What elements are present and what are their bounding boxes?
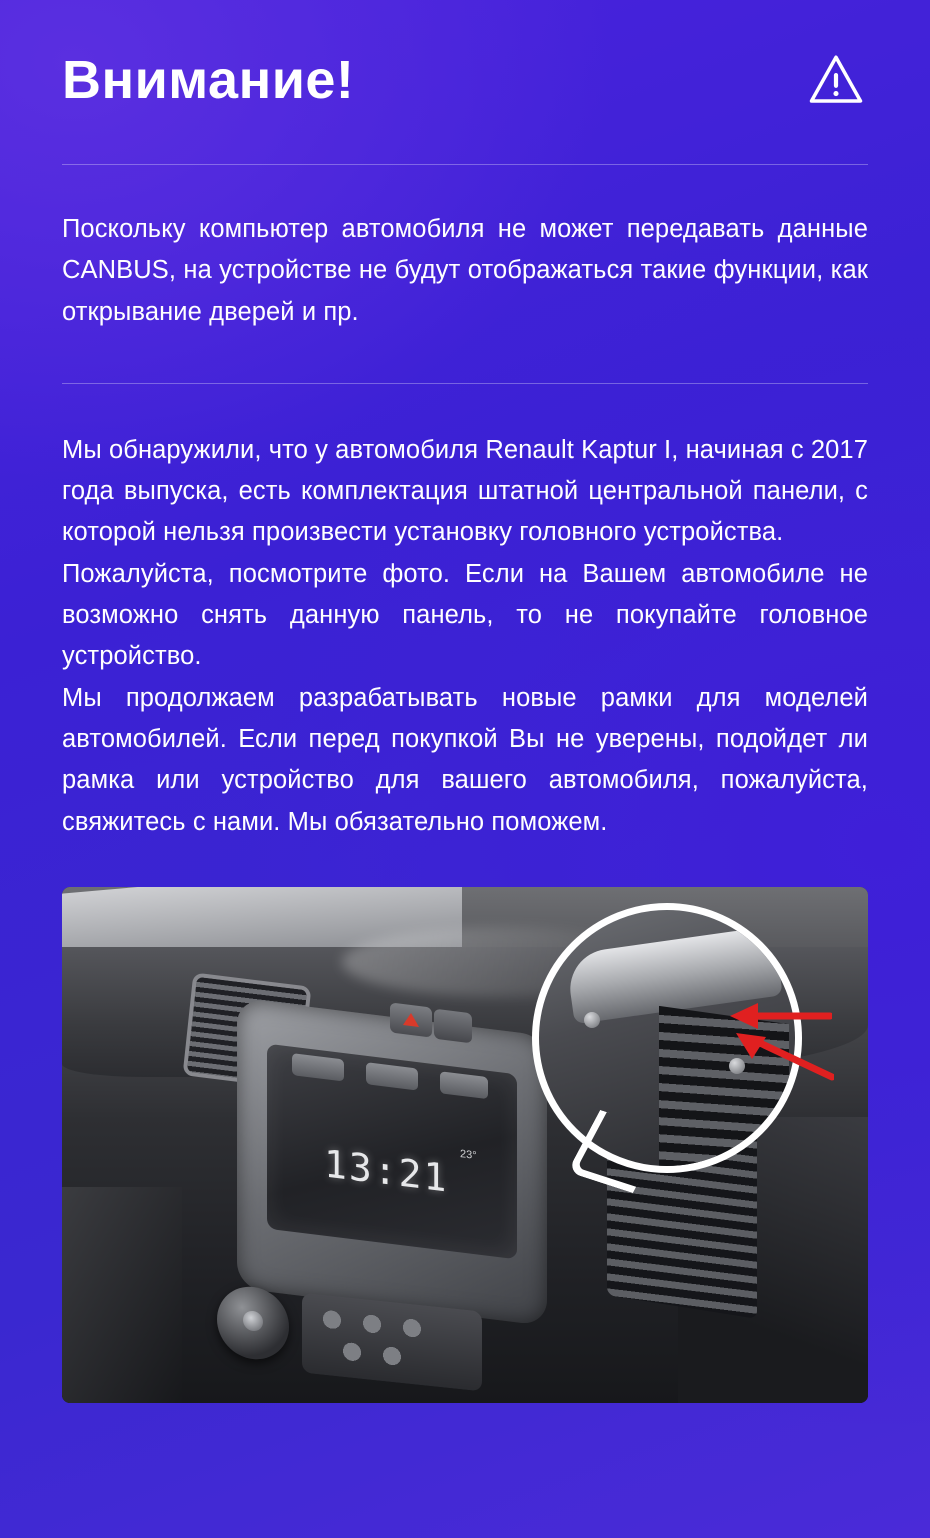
panel-screw-icon <box>584 1012 600 1028</box>
head-unit-temperature: 23° <box>460 1147 477 1162</box>
compatibility-details <box>62 384 868 843</box>
details-paragraph-2: Пожалуйста, посмотрите фото. Если на Вашем автомобиле не возможно снять данную панель, то не покупайте головное устройство. <box>62 559 868 671</box>
hazard-light-button <box>390 1002 432 1037</box>
warning-triangle-icon <box>808 52 868 108</box>
head-unit-button <box>440 1071 488 1099</box>
canbus-notice <box>62 165 868 333</box>
dashboard-photo-content <box>62 887 868 1403</box>
page-title: Внимание! <box>62 49 355 110</box>
head-unit-clock: 13:21 <box>324 1141 449 1201</box>
banner-header <box>62 0 868 108</box>
details-paragraph-1: Мы обнаружили, что у автомобиля Renault Kaptur I, начиная с 2017 года выпуска, есть комплектация штатной центральной панели, с которой нельзя произвести установку головного устройства. <box>62 435 868 547</box>
dashboard-photo <box>62 887 868 1403</box>
canbus-notice-text: Поскольку компьютер автомобиля не может передавать данные CANBUS, на устройстве не будут отображаться такие функции, как открывание дверей и пр. <box>62 215 868 326</box>
door-panel <box>62 1187 182 1403</box>
door-lock-button <box>434 1009 472 1044</box>
details-paragraph-3: Мы продолжаем разрабатывать новые рамки для моделей автомобилей. Если перед покупкой Вы не уверены, подойдет ли рамка или устройство для вашего автомобиля, пожалуйста, свяжитесь с нами. Мы обязательно поможем. <box>62 683 868 836</box>
red-arrow-up-left-icon <box>722 1027 834 1081</box>
